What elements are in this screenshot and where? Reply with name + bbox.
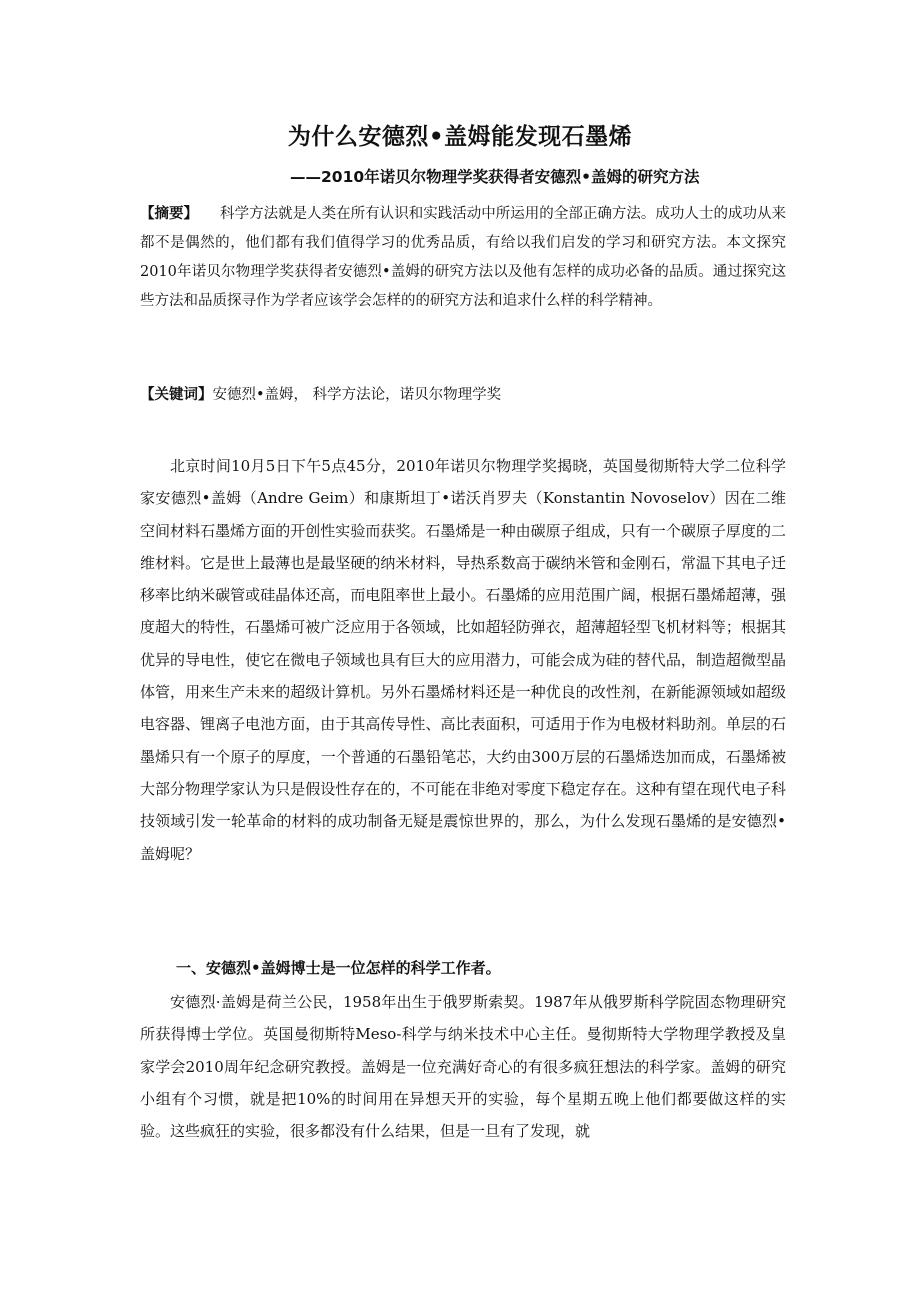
section-heading-1: 一、安德烈•盖姆博士是一位怎样的科学工作者。 (176, 959, 501, 977)
abstract-label: 【摘要】 (140, 206, 199, 222)
keywords-label: 【关键词】 (140, 387, 213, 403)
abstract-text: 科学方法就是人类在所有认识和实践活动中所运用的全部正确方法。成功人士的成功从来都不是偶然的，他们都有我们值得学习的优秀品质，有给以我们启发的学习和研究方法。本文探究2010年诺贝尔物理学奖获得者安德烈•盖姆的研究方法以及他有怎样的成功必备的品质。通过探究这些方法和品质探寻作为学者应该学会怎样的的研究方法和追求什么样的科学精神。 (140, 206, 786, 309)
document-subtitle: ——2010年诺贝尔物理学奖获得者安德烈•盖姆的研究方法 (290, 168, 700, 186)
keywords-text: 安德烈•盖姆， 科学方法论，诺贝尔物理学奖 (212, 387, 502, 403)
document-title: 为什么安德烈•盖姆能发现石墨烯 (287, 124, 633, 150)
keywords-block (140, 381, 501, 410)
abstract-block (140, 200, 786, 316)
body-paragraph-intro: 北京时间10月5日下午5点45分，2010年诺贝尔物理学奖揭晓，英国曼彻斯特大学二位科学家安德烈•盖姆（Andre Geim）和康斯坦丁•诺沃肖罗夫（Konstantin Novoselov）因在二维空间材料石墨烯方面的开创性实验而获奖。石墨烯是一种由碳原子组成，只有一个碳原子厚度的二维材料。它是世上最薄也是最坚硬的纳米材料，导热系数高于碳纳米管和金刚石，常温下其电子迁移率比纳米碳管或硅晶体还高，而电阻率世上最小。石墨烯的应用范围广阔，根据石墨烯超薄，强度超大的特性，石墨烯可被广泛应用于各领域，比如超轻防弹衣，超薄超轻型飞机材料等；根据其优异的导电性，使它在微电子领域也具有巨大的应用潜力，可能会成为硅的替代品，制造超微型晶体管，用来生产未来的超级计算机。另外石墨烯材料还是一种优良的改性剂，在新能源领域如超级电容器、锂离子电池方面，由于其高传导性、高比表面积，可适用于作为电极材料助剂。单层的石墨烯只有一个原子的厚度，一个普通的石墨铅笔芯，大约由300万层的石墨烯迭加而成，石墨烯被大部分物理学家认为只是假设性存在的，不可能在非绝对零度下稳定存在。这种有望在现代电子科技领域引发一轮革命的材料的成功制备无疑是震惊世界的，那么，为什么发现石墨烯的是安德烈•盖姆呢？ (140, 457, 786, 863)
body-paragraph-geim-bio: 安德烈·盖姆是荷兰公民，1958年出生于俄罗斯索契。1987年从俄罗斯科学院固态物理研究所获得博士学位。英国曼彻斯特Meso-科学与纳米技术中心主任。曼彻斯特大学物理学教授及皇家学会2010周年纪念研究教授。盖姆是一位充满好奇心的有很多疯狂想法的科学家。盖姆的研究小组有个习惯，就是把10%的时间用在异想天开的实验，每个星期五晚上他们都要做这样的实验。这些疯狂的实验，很多都没有什么结果，但是一旦有了发现，就 (140, 993, 786, 1141)
